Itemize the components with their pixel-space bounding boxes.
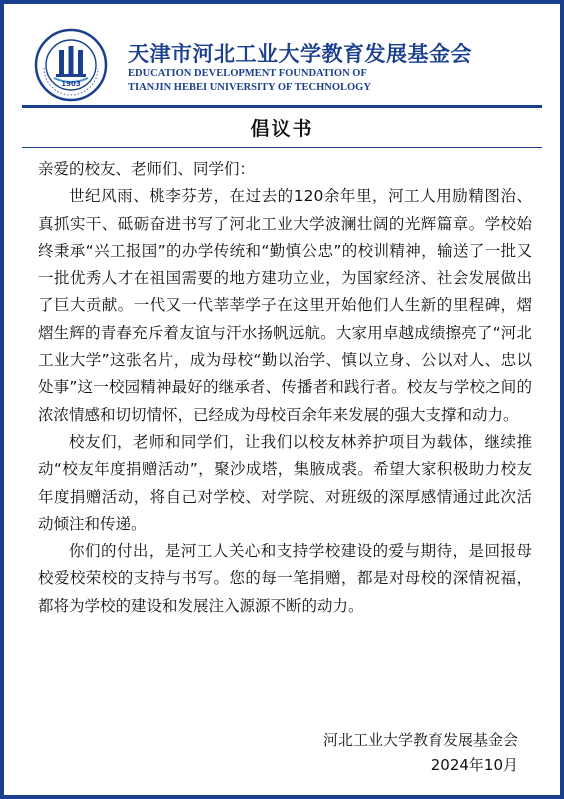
- greeting: 亲爱的校友、老师们、同学们：: [38, 160, 256, 178]
- signature-org: 河北工业大学教育发展基金会: [322, 731, 518, 749]
- title-divider: [22, 147, 542, 148]
- org-name-en-line1: EDUCATION DEVELOPMENT FOUNDATION OF: [128, 68, 367, 79]
- org-name-en-line2: TIANJIN HEBEI UNIVERSITY OF TECHNOLOGY: [128, 82, 371, 93]
- paragraph-3: 你们的付出，是河工人关心和支持学校建设的爱与期待，是回报母校爱校荣校的支持与书写。您的每一笔捐赠，都是对母校的深情祝福，都将为学校的建设和发展注入源源不断的动力。: [38, 542, 532, 615]
- university-seal-icon: [34, 28, 108, 102]
- logo-year: 1903: [61, 80, 81, 88]
- signature-date: 2024年10月: [430, 756, 518, 774]
- letter-body: [38, 156, 532, 620]
- letterhead: [22, 24, 542, 104]
- org-name-cn: 天津市河北工业大学教育发展基金会: [128, 42, 472, 66]
- signature-block: [323, 728, 518, 778]
- page-title: 倡议书: [250, 118, 314, 140]
- header-divider: [22, 105, 542, 108]
- paragraph-1: 世纪风雨、桃李芬芳，在过去的120余年里，河工人用励精图治、真抓实干、砥砺奋进书写了河北工业大学波澜壮阔的光辉篇章。学校始终秉承“兴工报国”的办学传统和“勤慎公忠”的校训精神，输送了一批又一批优秀人才在祖国需要的地方建功立业，为国家经济、社会发展做出了巨大贡献。一代又一代莘莘学子在这里开始他们人生新的里程碑，熠熠生辉的青春充斥着友谊与汗水扬帆远航。大家用卓越成绩擦亮了“河北工业大学”这张名片，成为母校“勤以治学、慎以立身、公以对人、忠以处事”这一校园精神最好的继承者、传播者和践行者。校友与学校之间的浓浓情感和切切情怀，已经成为母校百余年来发展的强大支撑和动力。: [38, 187, 532, 424]
- paragraph-2: 校友们，老师和同学们，让我们以校友林养护项目为载体，继续推动“校友年度捐赠活动”，聚沙成塔，集腋成裘。希望大家积极助力校友年度捐赠活动，将自己对学校、对学院、对班级的深厚感情通过此次活动倾注和传递。: [38, 432, 532, 533]
